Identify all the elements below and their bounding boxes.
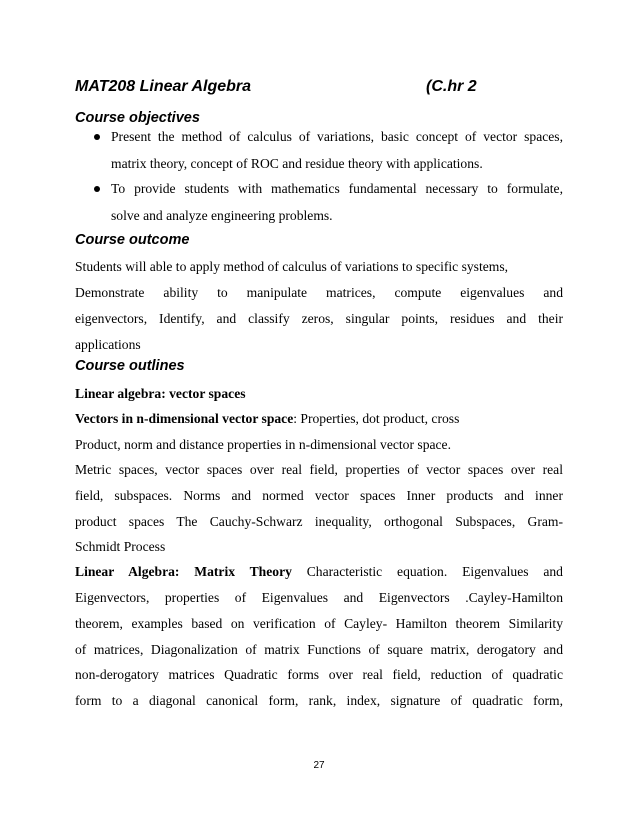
- outlines-subheading: Linear algebra: vector spaces: [75, 386, 246, 401]
- objective-1-line-2: matrix theory, concept of ROC and residue theory with applications.: [111, 156, 483, 171]
- outcome-line-1: Students will able to apply method of calculus of variations to specific systems,: [75, 259, 509, 274]
- course-title-row: [75, 78, 563, 100]
- matrix-line-2: theorem, examples based on verification of Cayley- Hamilton theorem Similarity: [75, 616, 563, 631]
- matrix-line-5: form to a diagonal canonical form, rank, index, signature of quadratic form,: [75, 693, 563, 708]
- objective-2-line-1: To provide students with mathematics fundamental necessary to formulate,: [111, 181, 563, 196]
- outcome-line-4: applications: [75, 337, 141, 352]
- matrix-line-3: of matrices, Diagonalization of matrix Functions of square matrix, derogatory and: [75, 642, 563, 657]
- outlines-line-1: Product, norm and distance properties in n-dimensional vector space.: [75, 437, 451, 452]
- objective-2-line-2: solve and analyze engineering problems.: [111, 208, 333, 223]
- objective-1-line-1: Present the method of calculus of variations, basic concept of vector spaces,: [111, 129, 563, 144]
- vectors-line: Vectors in n-dimensional vector space: Properties, dot product, cross: [75, 411, 460, 426]
- outcome-heading: Course outcome: [75, 232, 190, 248]
- outlines-line-5: Schmidt Process: [75, 539, 166, 554]
- matrix-line-1: Eigenvectors, properties of Eigenvalues and Eigenvectors .Cayley-Hamilton: [75, 590, 563, 605]
- outlines-line-3: field, subspaces. Norms and normed vector spaces Inner products and inner: [75, 488, 563, 503]
- outlines-line-2: Metric spaces, vector spaces over real field, properties of vector spaces over real: [75, 462, 563, 477]
- objectives-heading: Course objectives: [75, 110, 200, 126]
- credit-hours: (C.hr 2: [426, 78, 477, 95]
- bullet-icon: [94, 134, 100, 140]
- outlines-line-4: product spaces The Cauchy-Schwarz inequality, orthogonal Subspaces, Gram-: [75, 514, 563, 529]
- outcome-line-2: Demonstrate ability to manipulate matrices, compute eigenvalues and: [75, 285, 563, 300]
- outcome-line-3: eigenvectors, Identify, and classify zeros, singular points, residues and their: [75, 311, 563, 326]
- bullet-icon: [94, 186, 100, 192]
- course-title: MAT208 Linear Algebra: [75, 78, 252, 95]
- matrix-line-4: non-derogatory matrices Quadratic forms over real field, reduction of quadratic: [75, 667, 563, 682]
- outlines-heading: Course outlines: [75, 358, 185, 374]
- matrix-theory-line: Linear Algebra: Matrix Theory Characteristic equation. Eigenvalues and: [75, 564, 563, 579]
- page-number: 27: [313, 760, 325, 771]
